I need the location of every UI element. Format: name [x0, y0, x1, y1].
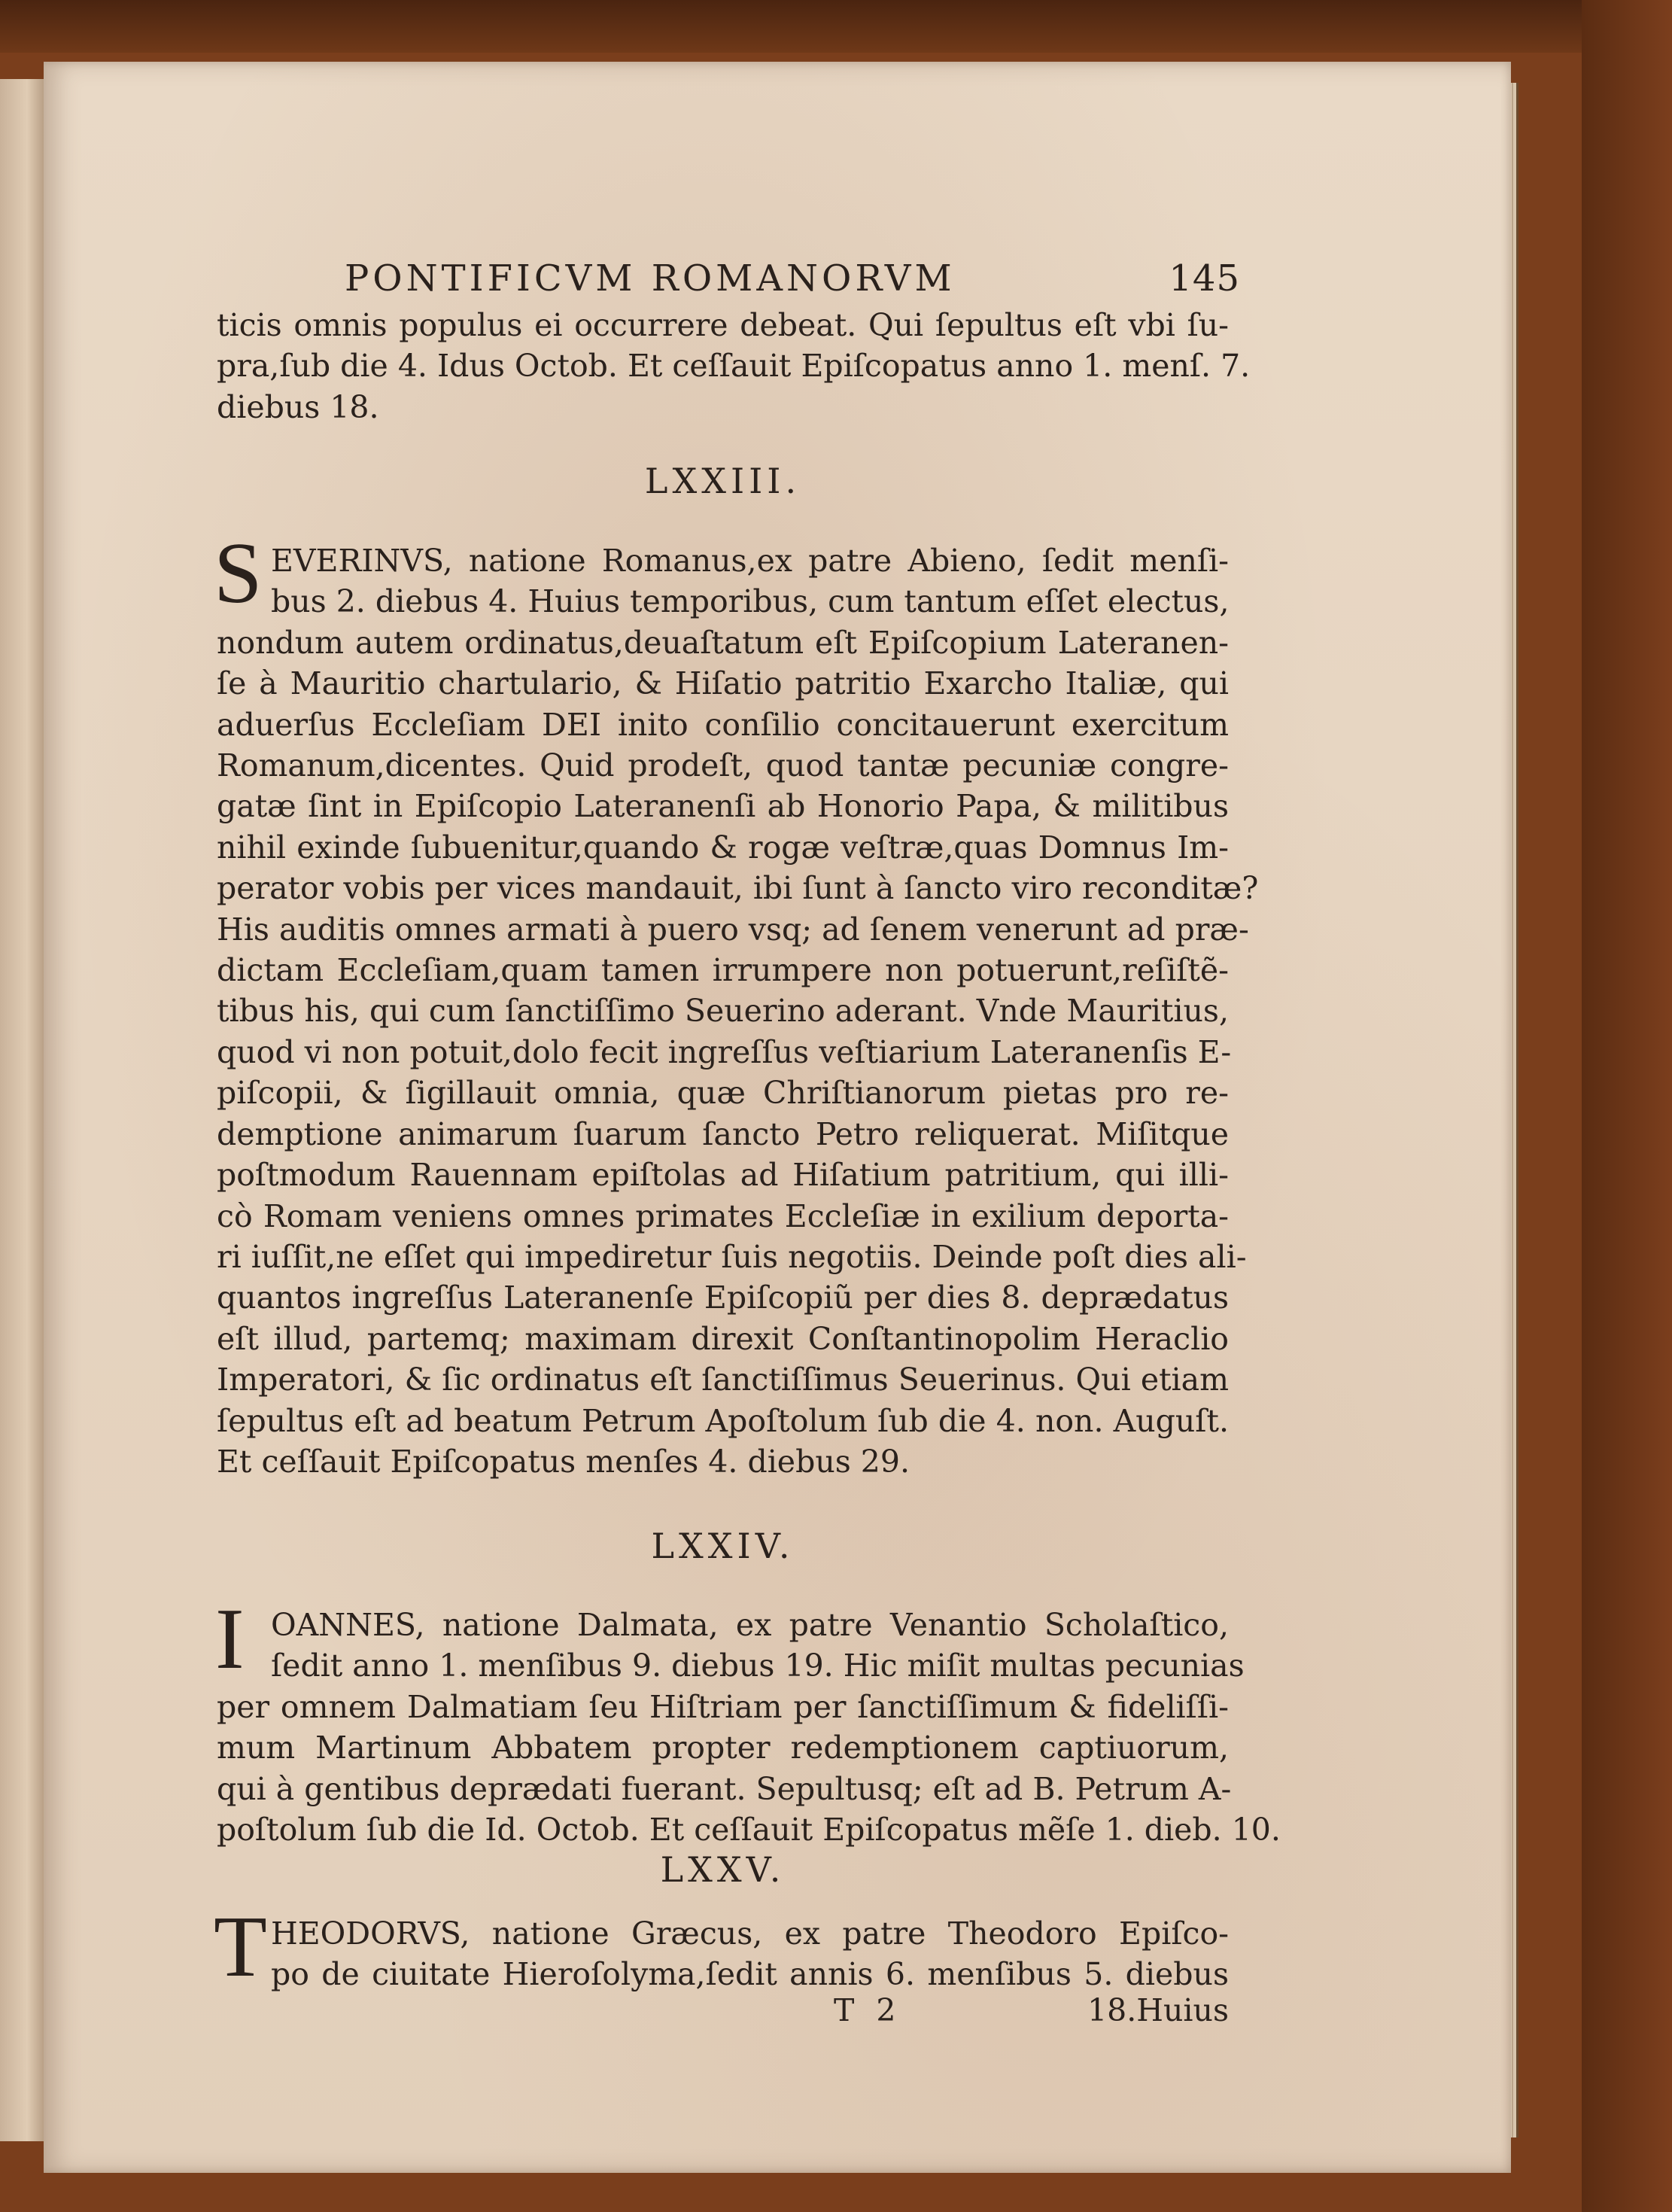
text-line: aduerſus Eccleſiam DEI inito conſilio concitauerunt exercitum	[217, 706, 1229, 743]
text-line: His auditis omnes armati à puero vsq; ad ſenem venerunt ad præ-	[217, 911, 1249, 948]
text-line: po de ciuitate Hieroſolyma,ſedit annis 6. menſibus 5. diebus	[271, 1956, 1229, 1993]
catchword: 18.Huius	[1087, 1992, 1229, 2028]
text-line: OANNES, natione Dalmata, ex patre Venantio Scholaſtico,	[271, 1607, 1229, 1643]
text-line: poſtolum ſub die Id. Octob. Et ceſſauit Epiſcopatus mẽſe 1. dieb. 10.	[217, 1812, 1281, 1848]
text-line: tibus his, qui cum ſanctiſſimo Seuerino aderant. Vnde Mauritius,	[217, 993, 1229, 1030]
section-numeral: LXXIV.	[651, 1526, 795, 1566]
book-page	[44, 62, 1511, 2173]
text-line: nihil exinde ſubuenitur,quando & rogæ veſtræ,quas Domnus Im-	[217, 829, 1229, 866]
page-footer	[217, 1992, 1229, 2037]
intro-paragraph	[217, 305, 1251, 427]
signature-mark: T 2	[834, 1992, 902, 2028]
text-line: qui à gentibus deprædati fuerant. Sepultusq; eſt ad B. Petrum A-	[217, 1770, 1232, 1807]
text-line: ſedit anno 1. menſibus 9. diebus 19. Hic miſit multas pecunias	[271, 1648, 1245, 1684]
section-paragraph	[217, 1913, 1229, 1995]
text-line: cò Romam veniens omnes primates Eccleſiæ in exilium deporta-	[217, 1197, 1229, 1234]
text-line: ſepultus eſt ad beatum Petrum Apoſtolum ſub die 4. non. Auguſt.	[217, 1402, 1229, 1439]
text-line: eſt illud, partemq; maximam direxit Conſtantinopolim Heraclio	[217, 1320, 1229, 1357]
text-line: mum Martinum Abbatem propter redemptionem captiuorum,	[217, 1730, 1229, 1766]
text-line: ſe à Mauritio chartulario, & Hiſatio patritio Exarcho Italiæ, qui	[217, 665, 1229, 702]
drop-cap: T	[214, 1899, 267, 1995]
text-line: quod vi non potuit,dolo fecit ingreſſus veſtiarium Lateranenſis E-	[217, 1033, 1232, 1070]
text-line: nondum autem ordinatus,deuaſtatum eſt Epiſcopium Lateranen-	[217, 624, 1229, 661]
text-line: ri iuſſit,ne eſſet qui impediretur ſuis negotiis. Deinde poſt dies ali-	[217, 1238, 1247, 1275]
section-paragraph	[217, 1605, 1281, 1850]
running-title: PONTIFICVM ROMANORVM	[345, 257, 956, 300]
text-line: HEODORVS, natione Græcus, ex patre Theodoro Epiſco-	[271, 1915, 1229, 1952]
text-line: perator vobis per vices mandauit, ibi ſunt à ſancto viro reconditæ?	[217, 870, 1259, 907]
text-line: gatæ ſint in Epiſcopio Lateranenſi ab Honorio Papa, & militibus	[217, 788, 1229, 825]
text-line: Et ceſſauit Epiſcopatus menſes 4. diebus 29.	[217, 1443, 910, 1480]
previous-page-edge	[0, 79, 47, 2141]
text-line: bus 2. diebus 4. Huius temporibus, cum tantum eſſet electus,	[271, 583, 1230, 620]
text-line: Imperatori, & ſic ordinatus eſt ſanctiſſimus Seuerinus. Qui etiam	[217, 1362, 1229, 1398]
backdrop-right	[1582, 0, 1672, 2212]
text-line: pra,ſub die 4. Idus Octob. Et ceſſauit Epiſcopatus anno 1. menſ. 7.	[217, 348, 1251, 385]
text-line: EVERINVS, natione Romanus,ex patre Abieno, ſedit menſi-	[271, 543, 1229, 579]
text-line: dictam Eccleſiam,quam tamen irrumpere non potuerunt,reſiſtẽ-	[217, 952, 1229, 989]
drop-cap: S	[214, 525, 263, 622]
text-line: piſcopii, & ſigillauit omnia, quæ Chriſtianorum pietas pro re-	[217, 1075, 1229, 1112]
text-line: demptione animarum ſuarum ſancto Petro reliquerat. Miſitque	[217, 1115, 1229, 1152]
text-line: poſtmodum Rauennam epiſtolas ad Hiſatium patritium, qui illi-	[217, 1157, 1229, 1194]
text-line: ticis omnis populus ei occurrere debeat. Qui ſepultus eſt vbi ſu-	[217, 307, 1229, 343]
text-line: Romanum,dicentes. Quid prodeſt, quod tantæ pecuniæ congre-	[217, 747, 1229, 784]
text-line: quantos ingreſſus Lateranenſe Epiſcopiũ per dies 8. deprædatus	[217, 1279, 1229, 1316]
section-numeral: LXXIII.	[644, 461, 801, 501]
backdrop-top	[0, 0, 1672, 53]
section-paragraph	[217, 540, 1259, 1482]
section-numeral: LXXV.	[660, 1849, 786, 1890]
text-line: diebus 18.	[217, 388, 379, 425]
running-header	[345, 257, 1240, 303]
page-number: 145	[1169, 257, 1240, 300]
text-line: per omnem Dalmatiam ſeu Hiſtriam per ſanctiſſimum & fideliſſi-	[217, 1688, 1229, 1725]
drop-cap: I	[215, 1591, 245, 1687]
